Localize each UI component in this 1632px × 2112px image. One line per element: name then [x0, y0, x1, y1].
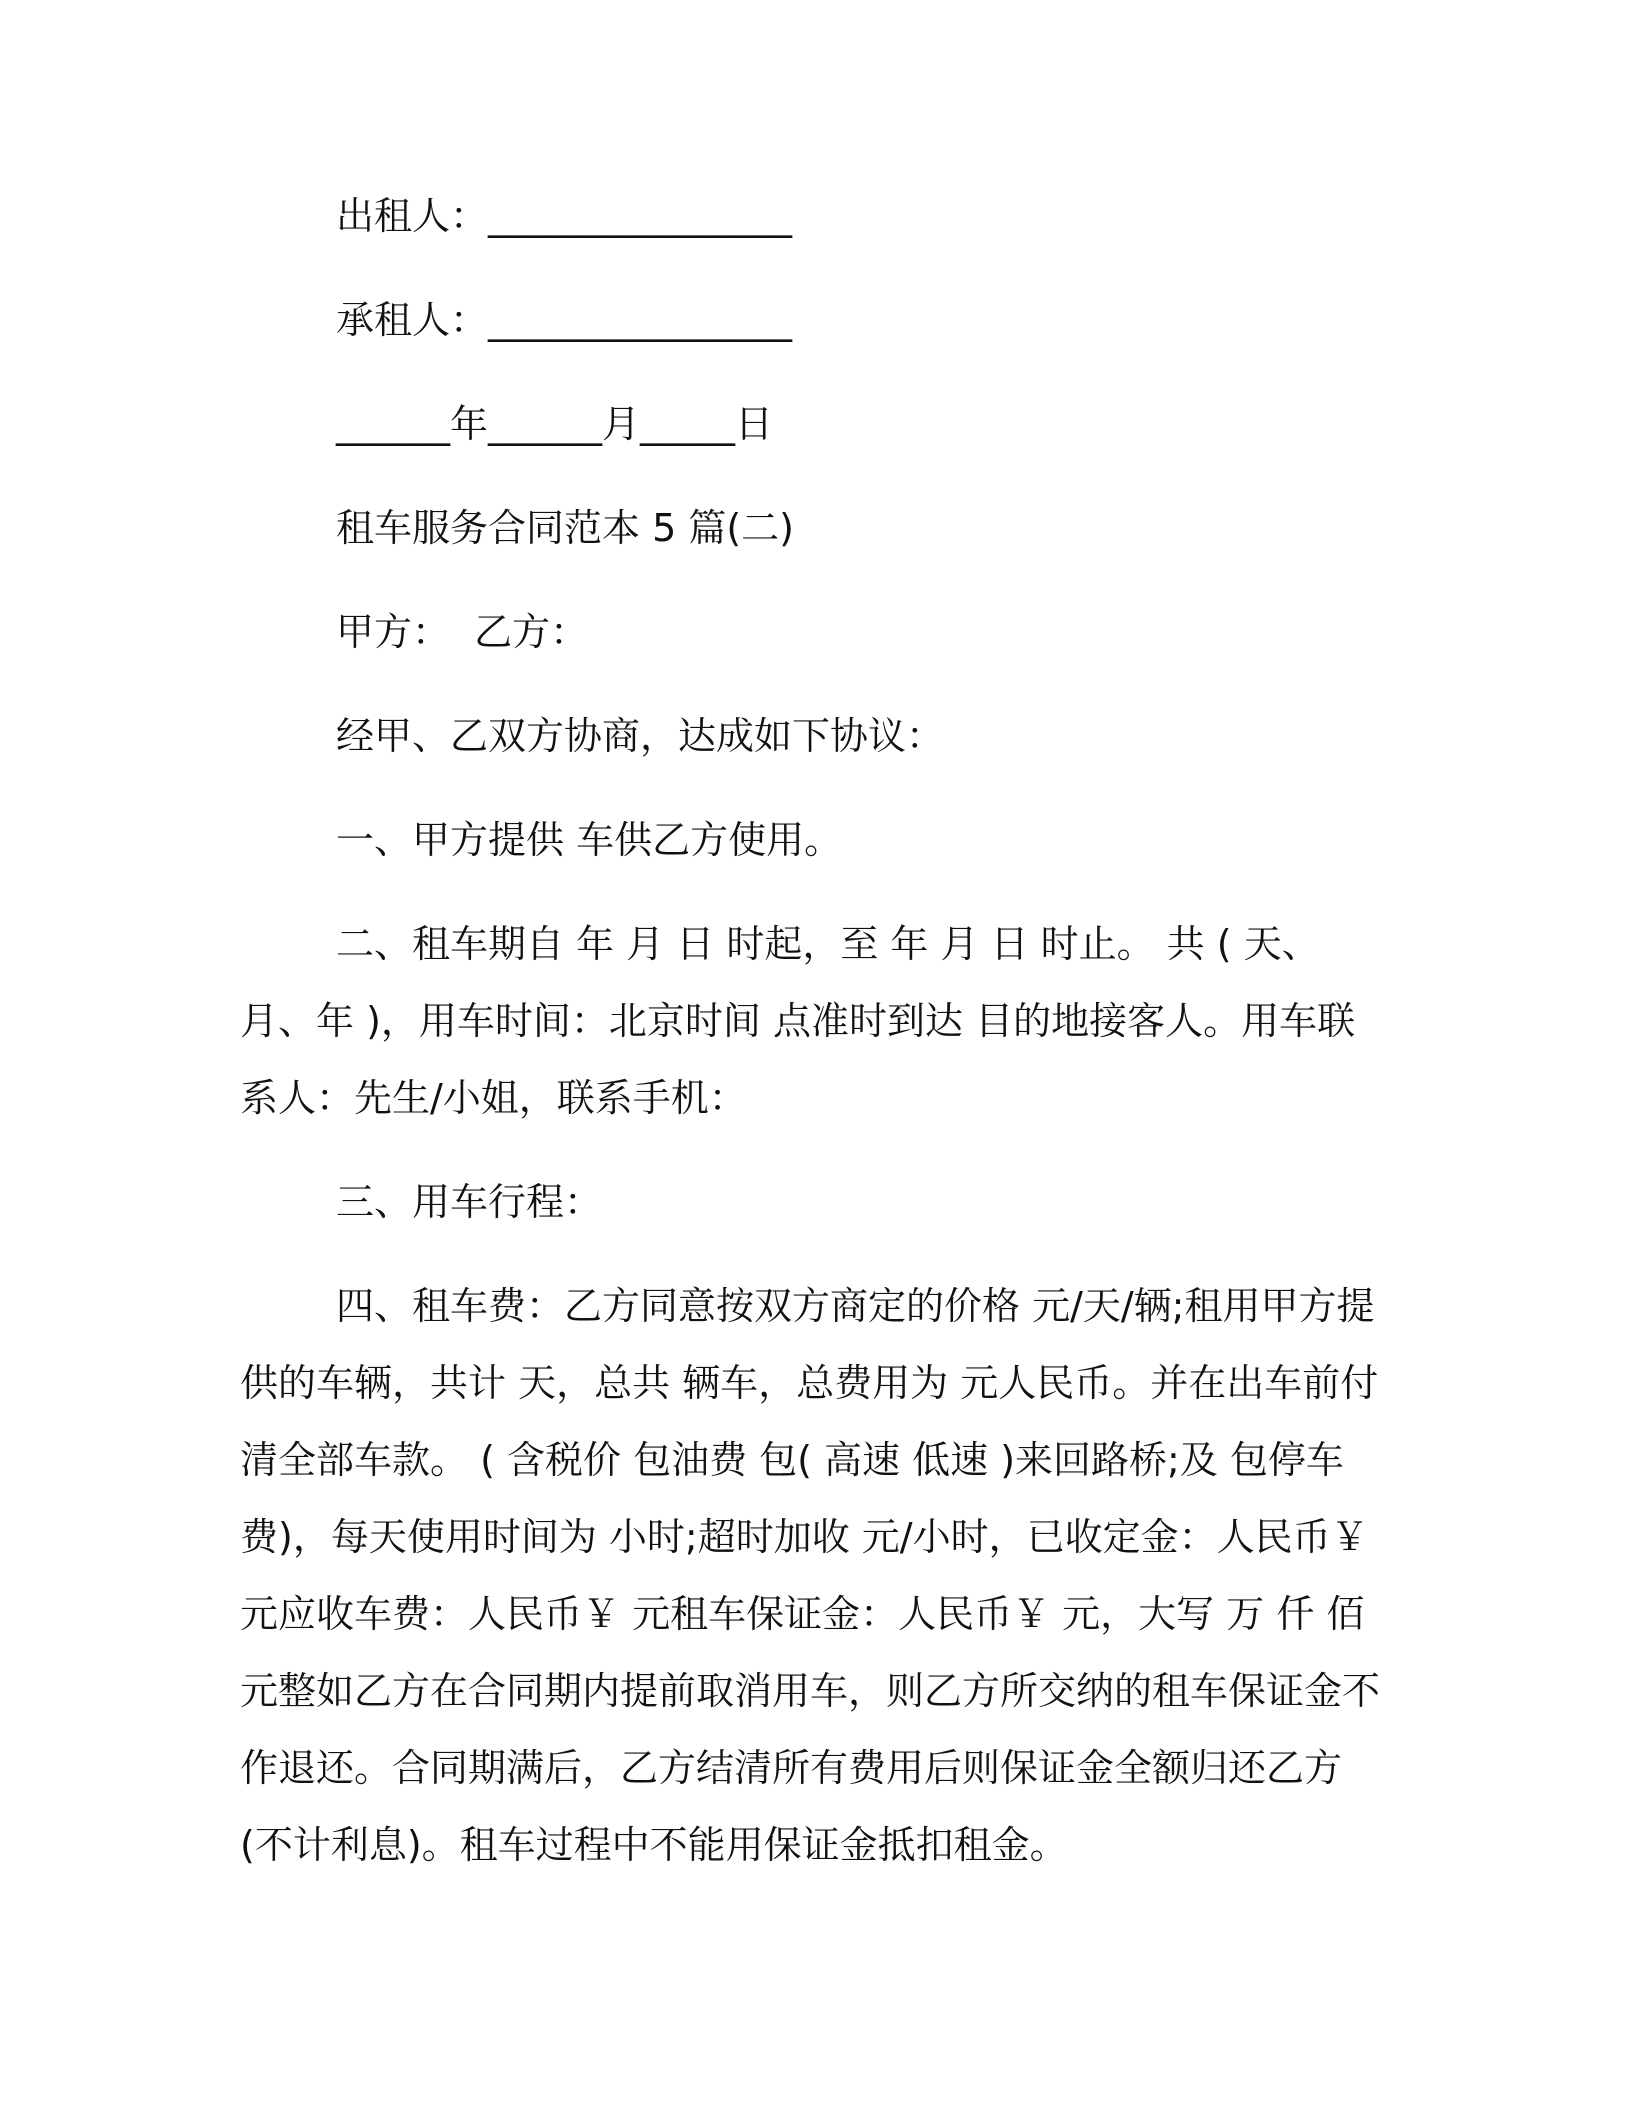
lessor-line: 出租人：________________	[336, 194, 793, 238]
section-title: 租车服务合同范本 5 篇(二)	[336, 506, 794, 550]
lessee-line: 承租人：________________	[336, 298, 793, 342]
date-line: ______年______月_____日	[336, 402, 774, 446]
clause-4: 四、租车费：乙方同意按双方商定的价格 元/天/辆;租用甲方提供的车辆，共计 天，总共 辆车，总费用为 元人民币。并在出车前付清全部车款。 ( 含税价 包油费 包( 高速 低速 )来回路桥;及 包停车费)，每天使用时间为 小时;超时加收 元/小时，已收定金：人民币￥ 元应收车费：人民币￥ 元租车保证金：人民币￥ 元，大写 万 仟 佰元整如乙方在合同期内提前取消用车，则乙方所交纳的租车保证金不作退还。合同期满后，乙方结清所有费用后则保证金全额归还乙方(不计利息)。租车过程中不能用保证金抵扣租金。	[240, 1284, 1381, 1867]
document-body	[240, 178, 1390, 1911]
clause-2: 二、租车期自 年 月 日 时起，至 年 月 日 时止。 共 ( 天、月、年 )，用车时间：北京时间 点准时到达 目的地接客人。用车联系人：先生/小姐，联系手机：	[240, 922, 1356, 1120]
clause-1: 一、甲方提供 车供乙方使用。	[336, 818, 843, 862]
parties-line: 甲方： 乙方：	[336, 610, 589, 654]
agreement-intro: 经甲、乙双方协商，达成如下协议：	[336, 714, 945, 758]
clause-3: 三、用车行程：	[336, 1180, 603, 1224]
